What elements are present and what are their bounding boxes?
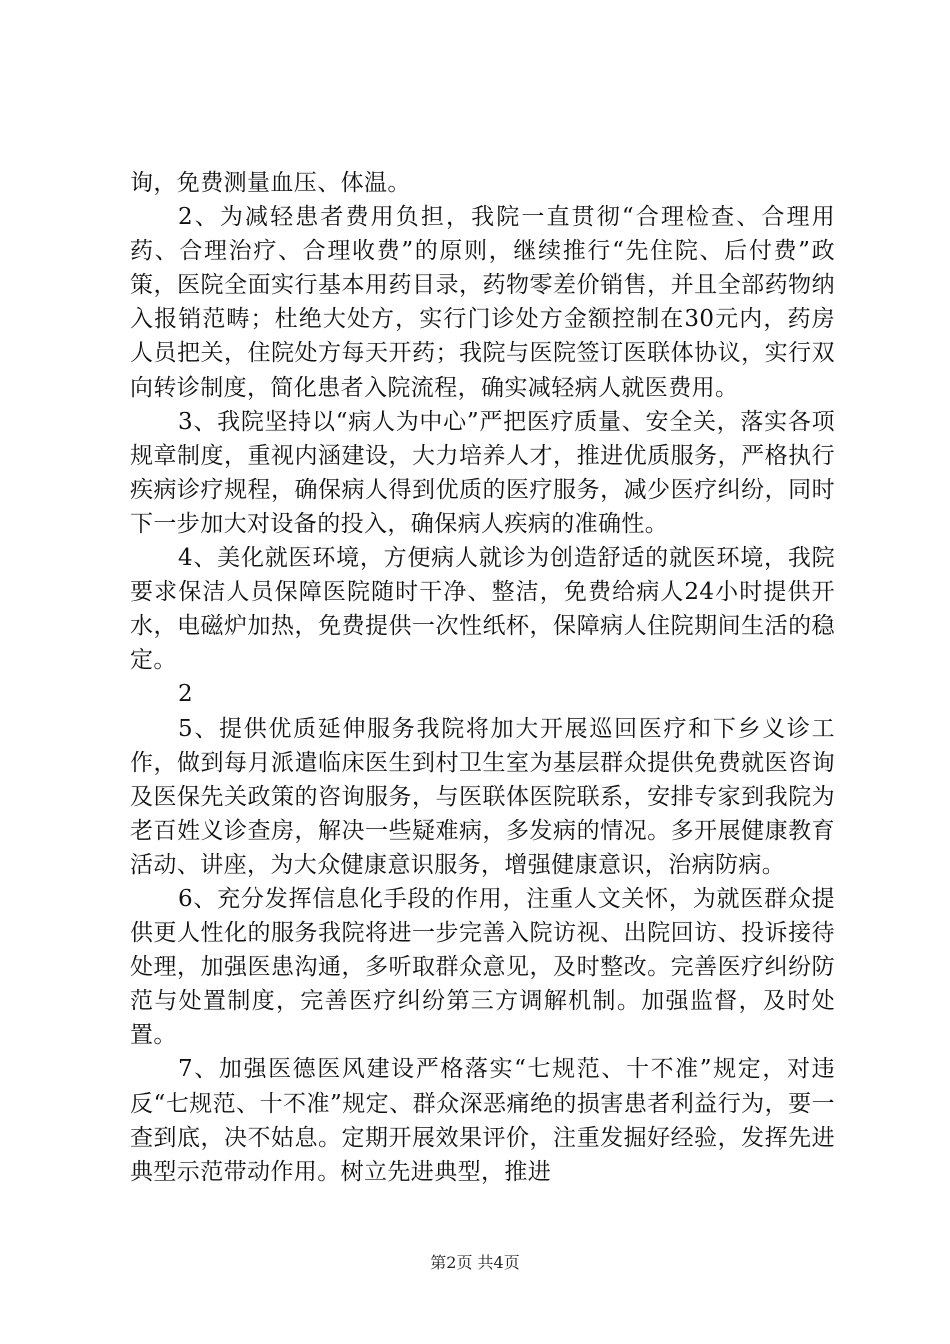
paragraph-item-3: 3、我院坚持以“病人为中心”严把医疗质量、安全关，落实各项规章制度，重视内涵建设，大力培养人才，推进优质服务，严格执行疾病诊疗规程，确保病人得到优质的医疗服务，减少医疗纠纷，同时下一步加大对设备的投入，确保病人疾病的准确性。 bbox=[130, 408, 835, 537]
paragraph-page-marker: 2 bbox=[178, 681, 194, 708]
paragraph-continuation: 询，免费测量血压、体温。 bbox=[130, 170, 411, 196]
paragraph-item-6: 6、充分发挥信息化手段的作用，注重人文关怀，为就医群众提供更人性化的服务我院将进一步完善入院访视、出院回访、投诉接待处理，加强医患沟通，多听取群众意见，及时整改。完善医疗纠纷防范与处置制度，完善医疗纠纷第三方调解机制。加强监督，及时处置。 bbox=[130, 885, 835, 1049]
paragraph-item-4: 4、美化就医环境，方便病人就诊为创造舒适的就医环境，我院要求保洁人员保障医院随时干净、整洁，免费给病人24小时提供开水，电磁炉加热，免费提供一次性纸杯，保障病人住院期间生活的稳定。 bbox=[130, 545, 835, 674]
document-body bbox=[130, 166, 835, 1189]
paragraph-item-2: 2、为减轻患者费用负担，我院一直贯彻“合理检查、合理用药、合理治疗、合理收费”的原则，继续推行“先住院、后付费”政策，医院全面实行基本用药目录，药物零差价销售，并且全部药物纳入报销范畴；杜绝大处方，实行门诊处方金额控制在30元内，药房人员把关，住院处方每天开药；我院与医院签订医联体协议，实行双向转诊制度，简化患者入院流程，确实减轻病人就医费用。 bbox=[130, 204, 835, 401]
page-footer bbox=[0, 1250, 950, 1273]
paragraph-item-5: 5、提供优质延伸服务我院将加大开展巡回医疗和下乡义诊工作，做到每月派遣临床医生到村卫生室为基层群众提供免费就医咨询及医保先关政策的咨询服务，与医联体医院联系，安排专家到我院为老百姓义诊查房，解决一些疑难病，多发病的情况。多开展健康教育活动、讲座，为大众健康意识服务，增强健康意识，治病防病。 bbox=[130, 715, 835, 878]
page-number-label: 第2页 共4页 bbox=[430, 1253, 520, 1272]
paragraph-item-7: 7、加强医德医风建设严格落实“七规范、十不准”规定，对违反“七规范、十不准”规定、群众深恶痛绝的损害患者利益行为，要一查到底，决不姑息。定期开展效果评价，注重发掘好经验，发挥先进典型示范带动作用。树立先进典型，推进 bbox=[130, 1056, 835, 1185]
